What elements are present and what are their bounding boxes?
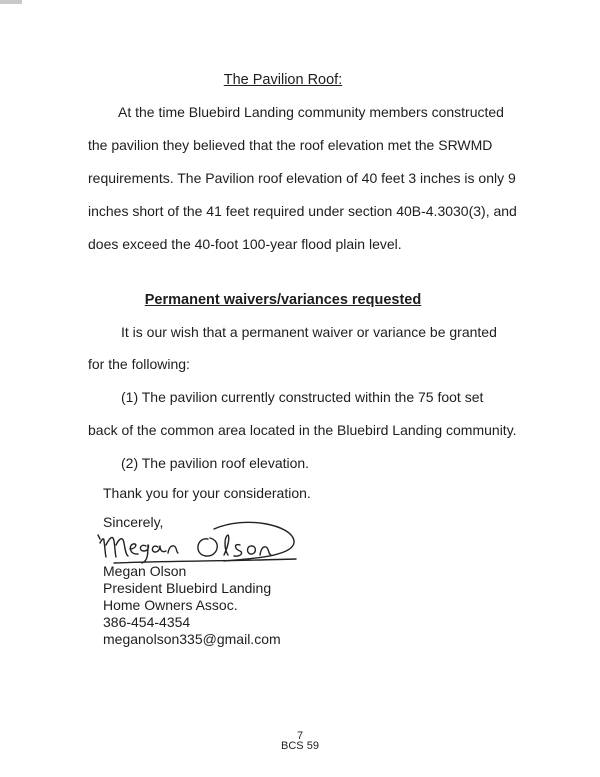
paragraph-line: At the time Bluebird Landing community members constructed <box>118 104 504 120</box>
paragraph-line: for the following: <box>88 356 190 372</box>
signer-title: President Bluebird Landing <box>103 580 272 596</box>
paragraph-line: the pavilion they believed that the roof elevation met the SRWMD <box>88 137 493 153</box>
list-item-2: (2) The pavilion roof elevation. <box>121 455 310 471</box>
signer-email: meganolson335@gmail.com <box>103 631 281 647</box>
paragraph-line: inches short of the 41 feet required under section 40B-4.3030(3), and <box>88 203 517 219</box>
signer-name: Megan Olson <box>103 563 187 579</box>
section-heading-waivers: Permanent waivers/variances requested <box>144 292 422 308</box>
signature-block <box>103 563 281 648</box>
signer-phone: 386-454-4354 <box>103 614 191 630</box>
document-code: BCS 59 <box>281 740 319 752</box>
paragraph-line: It is our wish that a permanent waiver or variance be granted <box>121 324 497 340</box>
signer-organization: Home Owners Assoc. <box>103 597 238 613</box>
list-item-1-continued: back of the common area located in the Bluebird Landing community. <box>88 422 517 438</box>
handwritten-signature <box>96 515 306 567</box>
paragraph-line: requirements. The Pavilion roof elevation of 40 feet 3 inches is only 9 <box>88 170 516 186</box>
paragraph-line: does exceed the 40-foot 100-year flood plain level. <box>88 236 402 252</box>
list-item-1: (1) The pavilion currently constructed within the 75 foot set <box>121 389 484 405</box>
page-number: 7 <box>296 730 304 742</box>
closing-sincerely: Sincerely, <box>103 514 164 530</box>
section-heading-pavilion-roof: The Pavilion Roof: <box>223 72 343 88</box>
closing-thanks: Thank you for your consideration. <box>103 485 311 501</box>
scan-edge-mark <box>0 0 22 4</box>
